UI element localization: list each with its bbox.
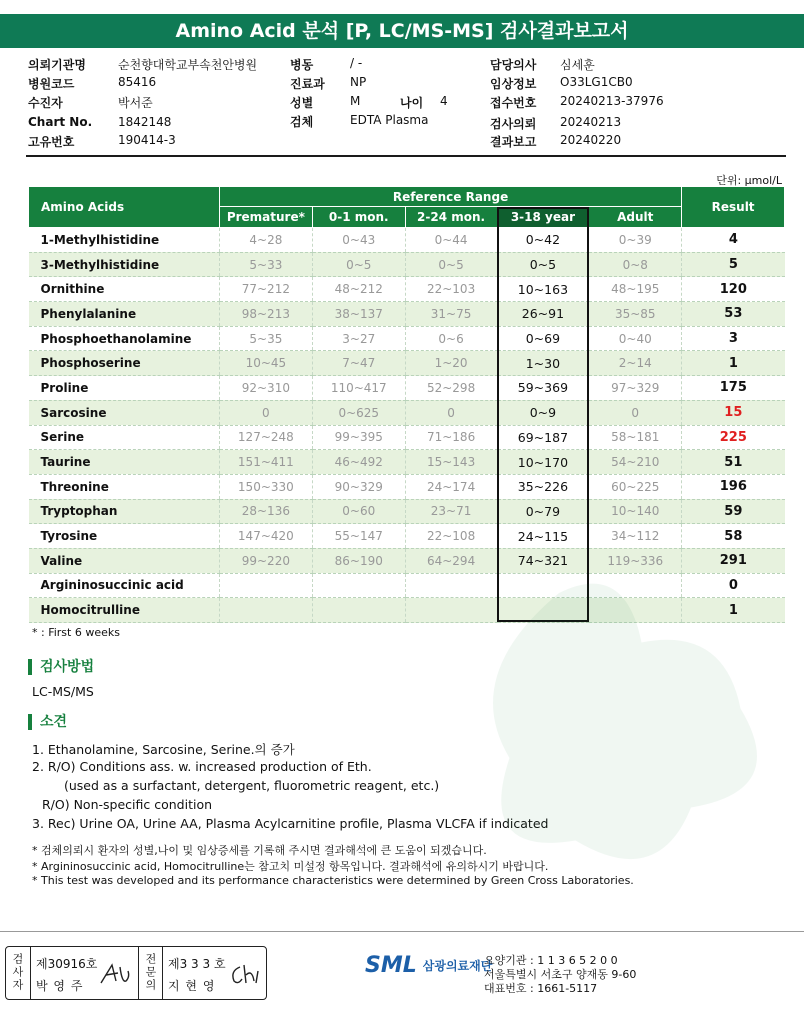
patient-value: 박서준 <box>118 96 153 110</box>
reference-range-cell: 64~294 <box>405 548 497 573</box>
header-premature: Premature* <box>219 207 312 228</box>
doctor-label: 담당의사 <box>490 58 537 72</box>
finding-line-5: 3. Rec) Urine OA, Urine AA, Plasma Acylcarnitine profile, Plasma VLCFA if indicated <box>32 816 549 831</box>
amino-acid-name: 3-Methylhistidine <box>29 252 220 277</box>
note-line-2: * Argininosuccinic acid, Homocitrulline는 참고치 미설정 항목입니다. 결과해석에 유의하시기 바랍니다. <box>32 860 549 873</box>
result-cell: 4 <box>682 228 785 253</box>
hospital-code-value: 85416 <box>118 75 157 89</box>
amino-acid-name: Phosphoserine <box>29 351 220 376</box>
result-cell: 120 <box>682 277 785 302</box>
header-0-1-mon: 0-1 mon. <box>312 207 405 228</box>
reference-range-cell: 98~213 <box>219 302 312 327</box>
table-row <box>29 302 785 327</box>
reference-range-cell: 0~39 <box>589 228 682 253</box>
specialist-vertical-label: 전문의 <box>144 953 157 992</box>
header-3-18-year: 3-18 year <box>497 207 589 228</box>
reference-range-cell: 58~181 <box>589 425 682 450</box>
note-line-3: * This test was developed and its performance characteristics were determined by Green Cross Laboratories. <box>32 874 634 887</box>
amino-acid-name: Phosphoethanolamine <box>29 326 220 351</box>
chart-value: 1842148 <box>118 115 172 129</box>
reference-range-cell: 35~85 <box>589 302 682 327</box>
reference-range-cell: 48~212 <box>312 277 405 302</box>
reference-range-cell <box>497 598 589 623</box>
result-cell: 3 <box>682 326 785 351</box>
table-row <box>29 425 785 450</box>
table-row <box>29 326 785 351</box>
sig-separator <box>162 947 163 999</box>
reference-range-cell: 0~5 <box>497 252 589 277</box>
table-row <box>29 548 785 573</box>
amino-acid-name: Proline <box>29 376 220 401</box>
premature-footnote: * : First 6 weeks <box>32 626 120 639</box>
reference-range-cell: 0~44 <box>405 228 497 253</box>
reference-range-cell: 0~42 <box>497 228 589 253</box>
amino-acid-name: Argininosuccinic acid <box>29 573 220 598</box>
amino-acid-name: Homocitrulline <box>29 598 220 623</box>
sex-label: 성별 <box>290 96 314 110</box>
reference-range-cell: 0~43 <box>312 228 405 253</box>
reference-range-cell: 60~225 <box>589 474 682 499</box>
reference-range-cell: 35~226 <box>497 474 589 499</box>
reference-range-cell: 99~220 <box>219 548 312 573</box>
report-value: 20240220 <box>560 133 622 147</box>
signature-box <box>5 946 267 1000</box>
header-2-24-mon: 2-24 mon. <box>405 207 497 228</box>
reference-range-cell: 0~5 <box>405 252 497 277</box>
specimen-label: 검체 <box>290 115 314 129</box>
amino-acid-name: Threonine <box>29 474 220 499</box>
table-row <box>29 400 785 425</box>
age-label: 나이 <box>400 96 424 110</box>
reference-range-cell: 74~321 <box>497 548 589 573</box>
ward-value: / - <box>350 56 363 70</box>
reference-range-cell: 110~417 <box>312 376 405 401</box>
org-code: 요양기관 : 1 1 3 6 5 2 0 0 <box>484 954 618 967</box>
reference-range-cell: 1~20 <box>405 351 497 376</box>
table-row <box>29 351 785 376</box>
clinical-label: 임상정보 <box>490 77 537 91</box>
result-cell: 225 <box>682 425 785 450</box>
table-row <box>29 598 785 623</box>
specialist-number: 제3 3 3 호 <box>168 957 226 971</box>
result-cell: 1 <box>682 598 785 623</box>
table-row <box>29 573 785 598</box>
reference-range-cell <box>219 573 312 598</box>
table-row <box>29 252 785 277</box>
amino-acid-name: Phenylalanine <box>29 302 220 327</box>
chart-label: Chart No. <box>28 115 93 129</box>
reference-range-cell: 99~395 <box>312 425 405 450</box>
result-cell: 1 <box>682 351 785 376</box>
clinical-value: O33LG1CB0 <box>560 75 633 89</box>
reference-range-cell: 28~136 <box>219 499 312 524</box>
reference-range-cell: 0 <box>589 400 682 425</box>
sml-logo <box>365 953 492 978</box>
examiner-name: 박 영 주 <box>36 979 84 993</box>
reference-range-cell: 147~420 <box>219 524 312 549</box>
result-cell: 0 <box>682 573 785 598</box>
reference-range-cell: 4~28 <box>219 228 312 253</box>
hospital-code-label: 병원코드 <box>28 77 75 91</box>
specialist-signature-icon <box>228 961 264 987</box>
reference-range-cell: 24~174 <box>405 474 497 499</box>
amino-acid-name: Tryptophan <box>29 499 220 524</box>
findings-title: 소견 <box>28 714 67 730</box>
amino-acid-name: 1-Methylhistidine <box>29 228 220 253</box>
reference-range-cell: 69~187 <box>497 425 589 450</box>
reference-range-cell: 0~40 <box>589 326 682 351</box>
reference-range-cell: 26~91 <box>497 302 589 327</box>
receipt-label: 접수번호 <box>490 96 537 110</box>
result-cell: 196 <box>682 474 785 499</box>
reference-range-cell: 90~329 <box>312 474 405 499</box>
reference-range-cell: 0~69 <box>497 326 589 351</box>
org-contact <box>484 954 636 996</box>
reference-range-cell: 22~108 <box>405 524 497 549</box>
reference-range-cell: 86~190 <box>312 548 405 573</box>
reference-range-cell: 92~310 <box>219 376 312 401</box>
reference-range-cell: 24~115 <box>497 524 589 549</box>
hospital-label: 의뢰기관명 <box>28 58 86 72</box>
reference-range-cell: 38~137 <box>312 302 405 327</box>
amino-acid-name: Valine <box>29 548 220 573</box>
reference-range-cell <box>589 573 682 598</box>
finding-line-3: (used as a surfactant, detergent, fluorometric reagent, etc.) <box>64 778 440 793</box>
result-cell: 5 <box>682 252 785 277</box>
footer-divider <box>0 931 804 932</box>
reference-range-cell <box>405 598 497 623</box>
reference-range-cell: 54~210 <box>589 450 682 475</box>
result-cell: 291 <box>682 548 785 573</box>
result-cell: 15 <box>682 400 785 425</box>
hospital-value: 순천향대학교부속천안병원 <box>118 58 258 72</box>
request-label: 검사의뢰 <box>490 117 537 131</box>
header-adult: Adult <box>589 207 682 228</box>
reference-range-cell: 55~147 <box>312 524 405 549</box>
unique-value: 190414-3 <box>118 133 176 147</box>
reference-range-cell: 10~45 <box>219 351 312 376</box>
reference-range-cell: 97~329 <box>589 376 682 401</box>
receipt-value: 20240213-37976 <box>560 94 664 108</box>
reference-range-cell: 0 <box>219 400 312 425</box>
reference-range-cell: 0~6 <box>405 326 497 351</box>
finding-line-4: R/O) Non-specific condition <box>42 797 213 812</box>
report-label: 결과보고 <box>490 135 537 149</box>
table-row <box>29 474 785 499</box>
examiner-signature-icon <box>98 961 132 987</box>
reference-range-cell: 15~143 <box>405 450 497 475</box>
finding-line-1: 1. Ethanolamine, Sarcosine, Serine.의 증가 <box>32 742 295 757</box>
header-reference-range: Reference Range <box>219 187 681 207</box>
reference-range-cell: 0 <box>405 400 497 425</box>
reference-range-cell: 52~298 <box>405 376 497 401</box>
table-row <box>29 524 785 549</box>
org-address: 서울특별시 서초구 양재동 9-60 <box>484 968 637 981</box>
reference-range-cell: 46~492 <box>312 450 405 475</box>
reference-range-cell: 0~8 <box>589 252 682 277</box>
table-row <box>29 450 785 475</box>
reference-range-cell: 0~60 <box>312 499 405 524</box>
reference-range-cell: 127~248 <box>219 425 312 450</box>
sig-separator <box>30 947 31 999</box>
logo-mark: SML <box>365 953 417 978</box>
amino-acid-name: Sarcosine <box>29 400 220 425</box>
result-cell: 59 <box>682 499 785 524</box>
amino-acid-name: Tyrosine <box>29 524 220 549</box>
dept-value: NP <box>350 75 367 89</box>
reference-range-cell <box>219 598 312 623</box>
result-cell: 51 <box>682 450 785 475</box>
reference-range-cell <box>589 598 682 623</box>
reference-range-cell: 0~9 <box>497 400 589 425</box>
reference-range-cell: 0~79 <box>497 499 589 524</box>
header-amino-acids: Amino Acids <box>29 187 220 228</box>
reference-range-cell: 150~330 <box>219 474 312 499</box>
reference-range-cell: 71~186 <box>405 425 497 450</box>
reference-range-cell: 59~369 <box>497 376 589 401</box>
reference-range-cell: 0~625 <box>312 400 405 425</box>
patient-label: 수진자 <box>28 96 63 110</box>
header-result: Result <box>682 187 785 228</box>
table-row <box>29 228 785 253</box>
reference-range-cell: 5~33 <box>219 252 312 277</box>
reference-range-cell: 151~411 <box>219 450 312 475</box>
unique-label: 고유번호 <box>28 135 75 149</box>
amino-acid-table <box>28 186 785 623</box>
reference-range-cell: 7~47 <box>312 351 405 376</box>
amino-acid-name: Taurine <box>29 450 220 475</box>
examiner-number: 제30916호 <box>36 957 98 971</box>
reference-range-cell: 3~27 <box>312 326 405 351</box>
method-title: 검사방법 <box>28 659 94 675</box>
result-cell: 53 <box>682 302 785 327</box>
ward-label: 병동 <box>290 58 314 72</box>
note-line-1: * 검체의뢰시 환자의 성별,나이 및 임상증세를 기록해 주시면 결과해석에 큰 도움이 되겠습니다. <box>32 844 487 857</box>
reference-range-cell: 1~30 <box>497 351 589 376</box>
table-row <box>29 376 785 401</box>
request-value: 20240213 <box>560 115 622 129</box>
table-row <box>29 277 785 302</box>
unit-label: 단위: μmol/L <box>716 174 782 187</box>
dept-label: 진료과 <box>290 77 325 91</box>
report-title: Amino Acid 분석 [P, LC/MS-MS] 검사결과보고서 <box>0 14 804 48</box>
reference-range-cell: 2~14 <box>589 351 682 376</box>
reference-range-cell: 22~103 <box>405 277 497 302</box>
reference-range-cell <box>405 573 497 598</box>
reference-range-cell <box>497 573 589 598</box>
reference-range-cell <box>312 573 405 598</box>
reference-range-cell: 10~140 <box>589 499 682 524</box>
table-row <box>29 499 785 524</box>
reference-range-cell: 10~170 <box>497 450 589 475</box>
sex-value: M <box>350 94 361 108</box>
reference-range-cell: 23~71 <box>405 499 497 524</box>
reference-range-cell: 31~75 <box>405 302 497 327</box>
reference-range-cell <box>312 598 405 623</box>
result-cell: 175 <box>682 376 785 401</box>
reference-range-cell: 48~195 <box>589 277 682 302</box>
age-value: 4 <box>440 94 448 108</box>
amino-acid-name: Serine <box>29 425 220 450</box>
sig-separator <box>138 947 139 999</box>
amino-acid-name: Ornithine <box>29 277 220 302</box>
specialist-name: 지 현 영 <box>168 979 216 993</box>
logo-name: 삼광의료재단 <box>422 959 493 973</box>
reference-range-cell: 5~35 <box>219 326 312 351</box>
examiner-vertical-label: 검사자 <box>11 953 24 992</box>
info-divider <box>26 155 786 157</box>
reference-range-cell: 10~163 <box>497 277 589 302</box>
doctor-value: 심세훈 <box>560 58 595 72</box>
reference-range-cell: 119~336 <box>589 548 682 573</box>
method-text: LC-MS/MS <box>32 684 94 699</box>
specimen-value: EDTA Plasma <box>350 113 429 127</box>
result-cell: 58 <box>682 524 785 549</box>
reference-range-cell: 0~5 <box>312 252 405 277</box>
finding-line-2: 2. R/O) Conditions ass. w. increased production of Eth. <box>32 759 372 774</box>
reference-range-cell: 77~212 <box>219 277 312 302</box>
org-phone: 대표번호 : 1661-5117 <box>484 982 598 995</box>
reference-range-cell: 34~112 <box>589 524 682 549</box>
